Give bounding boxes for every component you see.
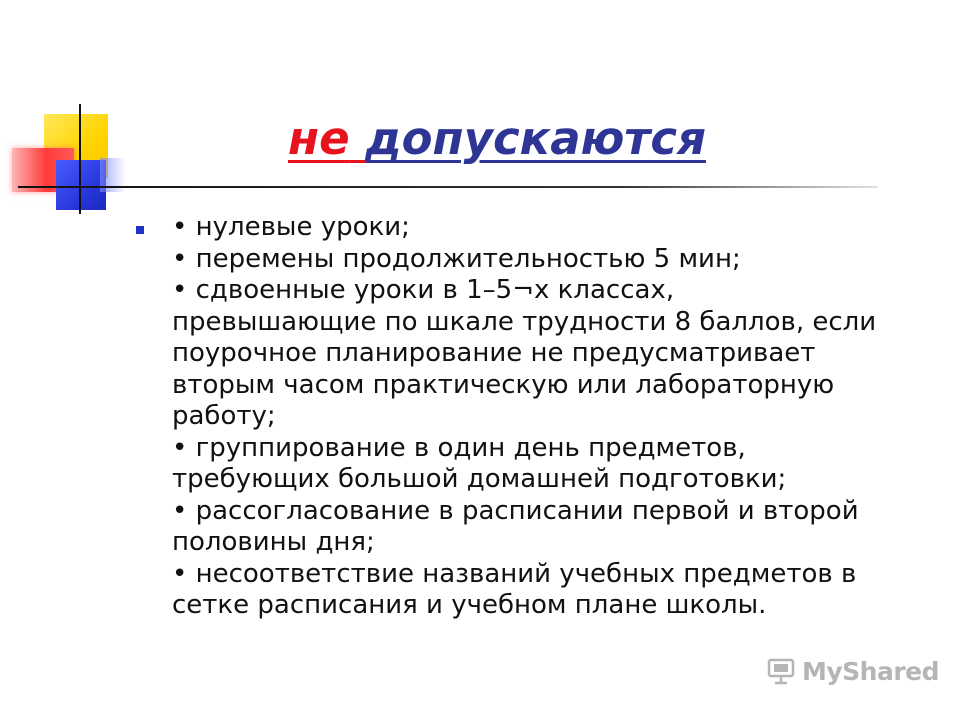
watermark-text: MyShared: [802, 656, 940, 686]
content-line-1: • нулевые уроки;: [172, 212, 410, 242]
content-line-5: поурочное планирование не предусматривает: [172, 338, 816, 368]
content-line-9: требующих большой домашней подготовки;: [172, 464, 787, 494]
presentation-screen-icon: [766, 656, 796, 686]
content-list: [172, 212, 942, 622]
content-line-8: • группирование в один день предметов,: [172, 432, 746, 463]
title-divider-line: [18, 186, 878, 188]
title-space: [350, 112, 366, 165]
myshared-watermark: [766, 656, 939, 686]
content-line-2: • перемены продолжительностью 5 мин;: [172, 243, 741, 274]
decorative-blue-square: [56, 160, 106, 210]
decorative-vertical-line: [79, 104, 81, 214]
content-line-7: работу;: [172, 401, 276, 431]
content-line-6: вторым часом практическую или лабораторную: [172, 369, 835, 400]
content-line-4: превышающие по шкале трудности 8 баллов, если: [172, 306, 877, 337]
content-line-12: • несоответствие названий учебных предметов в: [172, 558, 857, 589]
content-line-13: сетке расписания и учебном плане школы.: [172, 590, 767, 620]
title-word-dopuskayutsya: допускаются: [365, 112, 706, 165]
bullet-square-icon: [136, 226, 144, 234]
content-line-11: половины дня;: [172, 527, 375, 557]
content-line-3: • сдвоенные уроки в 1–5¬х классах,: [172, 275, 675, 305]
title-word-ne: не: [288, 112, 350, 165]
content-line-10: • рассогласование в расписании первой и второй: [172, 495, 859, 526]
slide-title: [288, 112, 706, 165]
